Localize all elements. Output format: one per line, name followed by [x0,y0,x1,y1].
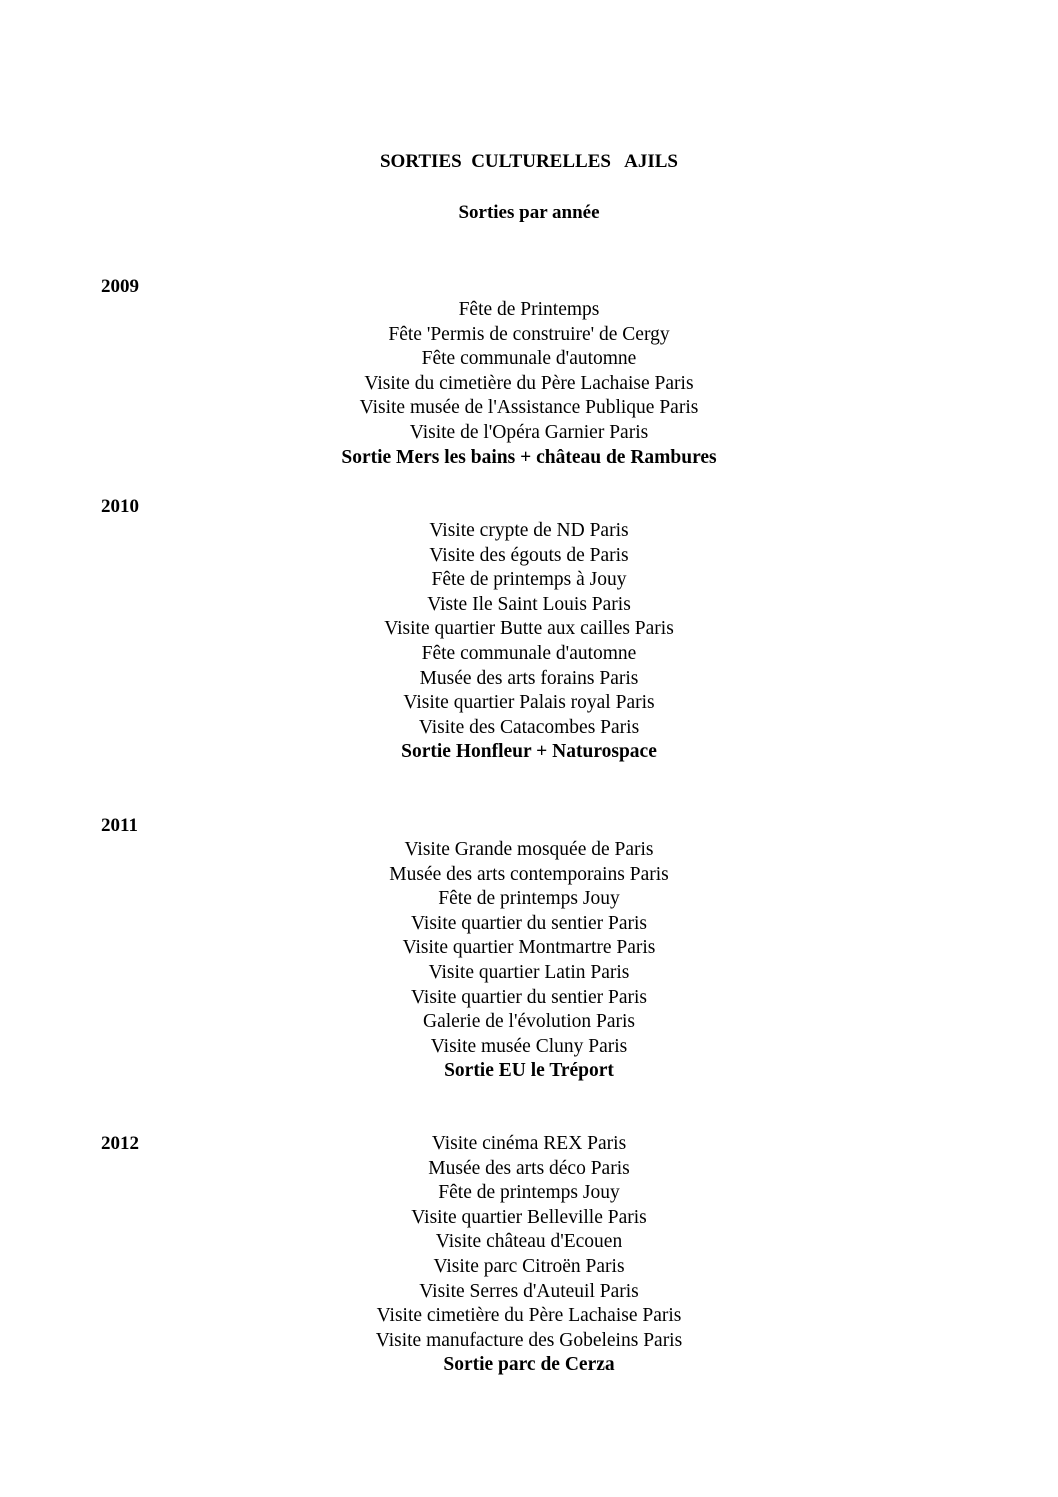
event-item: Fête de printemps Jouy [438,1182,620,1204]
year-label: 2012 [101,1133,139,1154]
highlight-event: Sortie Honfleur + Naturospace [401,741,657,763]
event-list [0,519,1058,765]
event-item: Visite des Catacombes Paris [418,716,640,738]
event-item: Fête de printemps Jouy [438,888,620,910]
event-item: Visite crypte de ND Paris [429,520,629,541]
event-item: Visite Serres d'Auteuil Paris [419,1280,639,1302]
event-item: Visite quartier du sentier Paris [410,986,648,1008]
event-item: Visite quartier Belleville Paris [411,1206,647,1228]
event-item: Visite manufacture des Gobeleins Paris [375,1329,683,1351]
event-item: Visite quartier du sentier Paris [410,912,648,934]
highlight-event: Sortie EU le Tréport [444,1060,614,1082]
event-item: Musée des arts déco Paris [428,1157,630,1179]
event-item: Visite musée Cluny Paris [430,1035,628,1057]
event-list [0,838,1058,1084]
event-item: Visite des égouts de Paris [429,544,629,566]
year-label: 2011 [101,815,138,836]
event-item: Viste Ile Saint Louis Paris [427,593,631,615]
event-item: Visite quartier Butte aux cailles Paris [384,618,674,640]
event-item: Visite cimetière du Père Lachaise Paris [376,1305,682,1327]
event-item: Visite château d'Ecouen [435,1231,623,1253]
page-title: SORTIES CULTURELLES AJILS [379,151,678,172]
event-item: Fête communale d'automne [421,642,637,664]
highlight-event: Sortie Mers les bains + château de Rambures [341,446,717,468]
event-item: Visite de l'Opéra Garnier Paris [409,421,649,443]
event-item: Visite du cimetière du Père Lachaise Paris [364,372,694,394]
page-subtitle: Sorties par année [458,202,600,223]
event-list [0,298,1058,470]
event-item: Visite quartier Palais royal Paris [403,692,655,714]
event-item: Visite quartier Latin Paris [428,961,630,983]
event-item: Fête communale d'automne [421,348,637,370]
event-item: Fête de printemps à Jouy [431,569,627,591]
highlight-event: Sortie parc de Cerza [443,1354,615,1376]
event-item: Musée des arts contemporains Paris [389,863,669,885]
year-label: 2010 [101,496,139,517]
event-item: Visite musée de l'Assistance Publique Paris [359,397,699,419]
event-item: Fête 'Permis de construire' de Cergy [388,323,670,345]
event-list [0,1132,1058,1378]
event-item: Visite Grande mosquée de Paris [404,839,654,860]
event-item: Fête de Printemps [458,299,600,320]
event-item: Visite quartier Montmartre Paris [402,937,656,959]
event-item: Musée des arts forains Paris [419,667,639,689]
event-item: Galerie de l'évolution Paris [423,1011,635,1033]
event-item: Visite cinéma REX Paris [431,1133,627,1154]
event-item: Visite parc Citroën Paris [433,1255,625,1277]
year-label: 2009 [101,276,139,297]
